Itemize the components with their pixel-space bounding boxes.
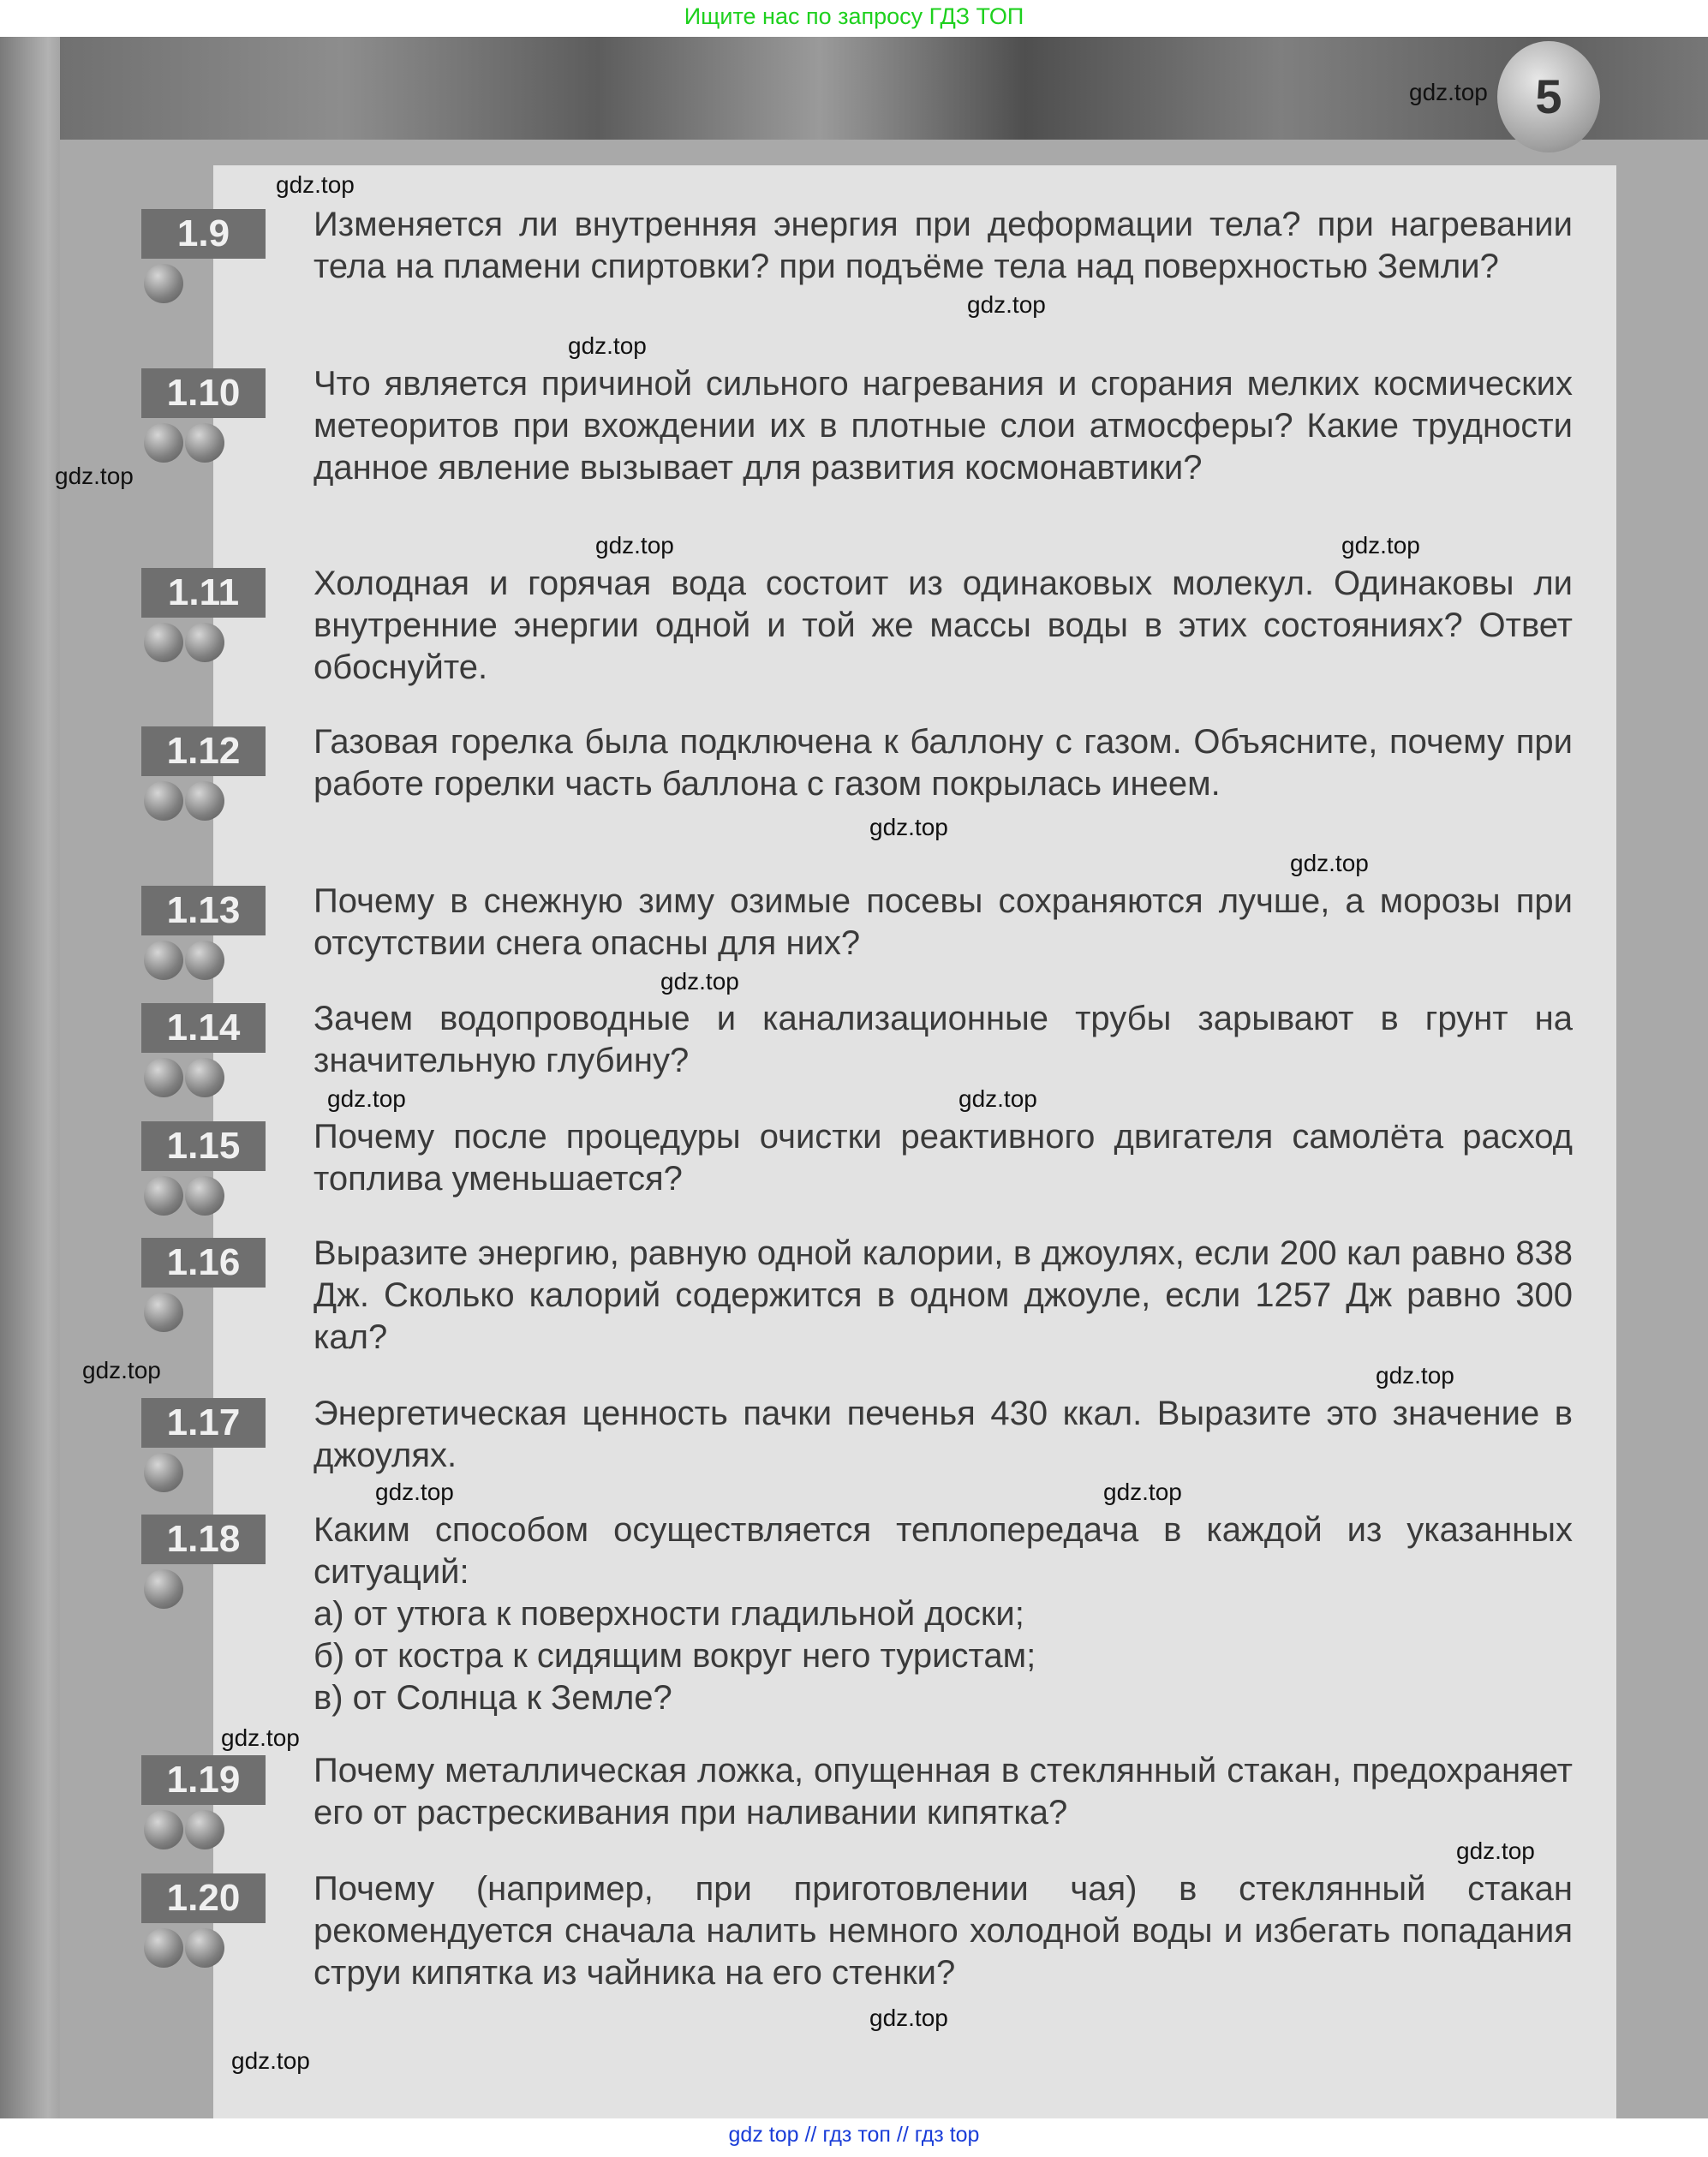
watermark-text: gdz.top: [231, 2047, 310, 2074]
difficulty-ball-icon: [144, 1569, 183, 1609]
difficulty-indicator: [144, 1569, 183, 1609]
problem-text: [314, 1509, 1573, 1719]
problem-question: Почему металлическая ложка, опущенная в стеклянный стакан, предохраняет его от растрескивания при наливании кипятка?: [314, 1752, 1573, 1831]
difficulty-ball-icon: [144, 1810, 183, 1849]
problem-number: 1.15: [141, 1121, 266, 1171]
problem-number: 1.14: [141, 1003, 266, 1053]
problem-question: Каким способом осуществляется теплопередача в каждой из указанных ситуаций:: [314, 1511, 1573, 1591]
problem-number: 1.16: [141, 1238, 266, 1288]
watermark-text: gdz.top: [375, 1479, 454, 1505]
problem-number: 1.10: [141, 368, 266, 418]
problem-number: 1.18: [141, 1515, 266, 1564]
problem-question: Энергетическая ценность пачки печенья 430 ккал. Выразите это значение в джоулях.: [314, 1395, 1573, 1474]
difficulty-ball-icon: [144, 941, 183, 980]
problem-question: Почему в снежную зиму озимые посевы сохраняются лучше, а морозы при отсутствии снега опасны для них?: [314, 882, 1573, 962]
difficulty-indicator: [144, 1176, 224, 1216]
watermark-text: gdz.top: [276, 171, 355, 198]
difficulty-indicator: [144, 264, 183, 303]
problem-number: 1.11: [141, 568, 266, 618]
difficulty-ball-icon: [144, 1058, 183, 1097]
difficulty-indicator: [144, 423, 224, 463]
difficulty-ball-icon: [185, 623, 224, 662]
problem-subitem: а) от утюга к поверхности гладильной доски;: [314, 1595, 1024, 1633]
problem-number: 1.19: [141, 1755, 266, 1805]
problem-text: [314, 1393, 1573, 1477]
problem-text: [314, 204, 1573, 288]
difficulty-ball-icon: [144, 264, 183, 303]
problem-text: [314, 563, 1573, 689]
difficulty-indicator: [144, 781, 224, 821]
watermark-text: gdz.top: [221, 1724, 300, 1751]
watermark-text: gdz.top: [327, 1085, 406, 1112]
difficulty-ball-icon: [185, 423, 224, 463]
page-spine: [0, 37, 60, 2118]
difficulty-indicator: [144, 623, 224, 662]
watermark-text: gdz.top: [1290, 850, 1369, 876]
difficulty-ball-icon: [144, 423, 183, 463]
difficulty-ball-icon: [144, 1928, 183, 1968]
difficulty-ball-icon: [144, 1176, 183, 1216]
page-number: 5: [1497, 41, 1600, 152]
problem-question: Изменяется ли внутренняя энергия при деформации тела? при нагревании тела на пламени спиртовки? при подъёме тела над поверхностью Земли?: [314, 206, 1573, 285]
problem-text: [314, 881, 1573, 965]
difficulty-ball-icon: [185, 1176, 224, 1216]
watermark-text: gdz.top: [1409, 79, 1488, 105]
problem-number: 1.17: [141, 1398, 266, 1448]
watermark-text: gdz.top: [1103, 1479, 1182, 1505]
difficulty-indicator: [144, 1293, 183, 1332]
watermark-text: gdz.top: [967, 291, 1046, 318]
watermark-text: gdz.top: [1341, 532, 1420, 559]
problem-question: Что является причиной сильного нагревания и сгорания мелких космических метеоритов при вхождении их в плотные слои атмосферы? Какие трудности данное явление вызывает для развития космонавтики?: [314, 365, 1573, 487]
problem-number: 1.20: [141, 1873, 266, 1923]
problem-question: Зачем водопроводные и канализационные трубы зарывают в грунт на значительную глубину?: [314, 1000, 1573, 1079]
difficulty-ball-icon: [185, 781, 224, 821]
watermark-text: gdz.top: [55, 463, 134, 489]
problem-question: Почему (например, при приготовлении чая) в стеклянный стакан рекомендуется сначала налить немного холодной воды и избегать попадания струи кипятка из чайника на его стенки?: [314, 1870, 1573, 1992]
problem-number: 1.9: [141, 209, 266, 259]
watermark-text: gdz.top: [595, 532, 674, 559]
difficulty-indicator: [144, 1810, 224, 1849]
difficulty-ball-icon: [144, 1293, 183, 1332]
difficulty-ball-icon: [144, 781, 183, 821]
problem-text: [314, 1233, 1573, 1359]
difficulty-ball-icon: [185, 1810, 224, 1849]
problem-text: [314, 1750, 1573, 1834]
difficulty-ball-icon: [144, 623, 183, 662]
watermark-text: gdz.top: [959, 1085, 1037, 1112]
problem-text: [314, 721, 1573, 805]
search-banner[interactable]: Ищите нас по запросу ГДЗ ТОП: [684, 3, 1024, 29]
problem-text: [314, 1116, 1573, 1200]
problem-text: [314, 363, 1573, 489]
difficulty-indicator: [144, 1058, 224, 1097]
difficulty-ball-icon: [185, 1928, 224, 1968]
footer-links[interactable]: gdz top // гдз топ // гдз top: [728, 2123, 980, 2147]
problem-text: [314, 1868, 1573, 1994]
difficulty-indicator: [144, 1453, 183, 1492]
watermark-text: gdz.top: [568, 332, 647, 359]
problem-number: 1.12: [141, 726, 266, 776]
watermark-text: gdz.top: [82, 1357, 161, 1383]
problem-subitem: в) от Солнца к Земле?: [314, 1679, 672, 1717]
problem-question: Холодная и горячая вода состоит из одинаковых молекул. Одинаковы ли внутренние энергии одной и той же массы воды в этих состояниях? Ответ обоснуйте.: [314, 565, 1573, 686]
difficulty-ball-icon: [144, 1453, 183, 1492]
difficulty-indicator: [144, 941, 224, 980]
watermark-text: gdz.top: [1456, 1837, 1535, 1864]
difficulty-ball-icon: [185, 1058, 224, 1097]
watermark-text: gdz.top: [869, 814, 948, 840]
problem-subitem: б) от костра к сидящим вокруг него туристам;: [314, 1637, 1036, 1675]
problem-number: 1.13: [141, 886, 266, 935]
problem-text: [314, 998, 1573, 1082]
watermark-text: gdz.top: [869, 2005, 948, 2031]
problem-question: Почему после процедуры очистки реактивного двигателя самолёта расход топлива уменьшается?: [314, 1118, 1573, 1198]
problem-question: Газовая горелка была подключена к баллону с газом. Объясните, почему при работе горелки часть баллона с газом покрылась инеем.: [314, 723, 1573, 803]
watermark-text: gdz.top: [660, 968, 739, 995]
difficulty-indicator: [144, 1928, 224, 1968]
difficulty-ball-icon: [185, 941, 224, 980]
problem-question: Выразите энергию, равную одной калории, в джоулях, если 200 кал равно 838 Дж. Сколько калорий содержится в одном джоуле, если 1257 Дж равно 300 кал?: [314, 1234, 1573, 1356]
watermark-text: gdz.top: [1376, 1362, 1454, 1389]
